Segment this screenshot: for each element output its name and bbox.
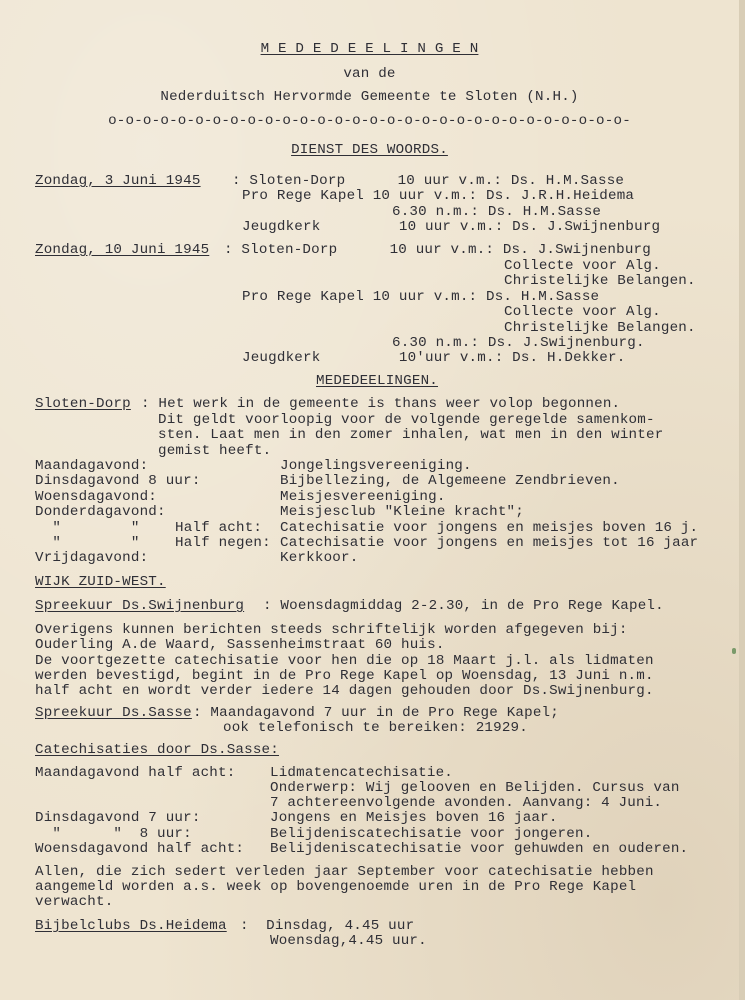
spreekuur-swijnenburg-label: Spreekuur Ds.Swijnenburg (35, 598, 245, 614)
catechisatie-activity: 7 achtereenvolgende avonden. Aanvang: 4 Juni. (270, 795, 663, 811)
spreekuur-text: : Maandagavond 7 uur in de Pro Rege Kapel; (193, 705, 559, 721)
catechisatie-activity: Lidmatencatechisatie. (270, 765, 453, 781)
spreekuur-text: ook telefonisch te bereiken: 21929. (223, 720, 528, 736)
schedule-time: Half acht: (175, 520, 263, 536)
collecte-note: Christelijke Belangen. (504, 273, 696, 289)
schedule-activity: Catechisatie voor jongens en meisjes boven 16 j. (280, 520, 699, 536)
paragraph-line: sten. Laat men in den zomer inhalen, wat men in den winter (158, 427, 664, 443)
paragraph-line: aangemeld worden a.s. week op bovengenoemde uren in de Pro Rege Kapel (35, 879, 637, 895)
paragraph-line: werden bevestigd, begint in de Pro Rege Kapel op Woensdag, 13 Juni n.m. (35, 668, 654, 684)
service-date-10-juni: Zondag, 10 Juni 1945 (35, 242, 210, 258)
paragraph-line: half acht en wordt verder iedere 14 dagen gehouden door Ds.Swijnenburg. (35, 683, 654, 699)
service-row: 6.30 n.m.: Ds. H.M.Sasse (392, 204, 602, 220)
schedule-activity: Meisjesvereeniging. (280, 489, 446, 505)
catechisatie-activity: Onderwerp: Wij gelooven en Belijden. Cursus van (270, 780, 680, 796)
paragraph-line: Dit geldt voorloopig voor de volgende geregelde samenkom- (158, 412, 655, 428)
catechisatie-day: Dinsdagavond 7 uur: (35, 810, 201, 826)
sloten-dorp-label: Sloten-Dorp (35, 396, 131, 412)
schedule-activity: Kerkkoor. (280, 550, 359, 566)
paragraph-line: Overigens kunnen berichten steeds schriftelijk worden afgegeven bij: (35, 622, 628, 638)
separator-line: o-o-o-o-o-o-o-o-o-o-o-o-o-o-o-o-o-o-o-o-o-o-o-o-o-o-o-o-o-o- (108, 113, 631, 129)
catechisatie-activity: Belijdeniscatechisatie voor gehuwden en ouderen. (270, 841, 689, 857)
document-title: M E D E D E E L I N G E N (260, 41, 479, 57)
schedule-activity: Jongelingsvereeniging. (280, 458, 472, 474)
schedule-day: Maandagavond: (35, 458, 149, 474)
schedule-activity: Bijbellezing, de Algemeene Zendbrieven. (280, 473, 620, 489)
schedule-day: Woensdagavond: (35, 489, 157, 505)
paper-stain (732, 648, 736, 654)
service-row: 6.30 n.m.: Ds. J.Swijnenburg. (392, 335, 645, 351)
bijbelclubs-time: Woensdag,4.45 uur. (270, 933, 427, 949)
paragraph-line: verwacht. (35, 894, 114, 910)
catechisaties-heading: Catechisaties door Ds.Sasse: (35, 742, 279, 758)
dienst-heading: DIENST DES WOORDS. (291, 142, 448, 158)
congregation-name: Nederduitsch Hervormde Gemeente te Sloten (N.H.) (160, 89, 579, 105)
spreekuur-sasse-label: Spreekuur Ds.Sasse (35, 705, 192, 721)
schedule-day: " " (35, 520, 140, 536)
collecte-note: Collecte voor Alg. (504, 258, 661, 274)
spreekuur-text: : Woensdagmiddag 2-2.30, in de Pro Rege Kapel. (263, 598, 664, 614)
schedule-day: Donderdagavond: (35, 504, 166, 520)
schedule-activity: Meisjesclub "Kleine kracht"; (280, 504, 524, 520)
service-row: : Sloten-Dorp 10 uur v.m.: Ds. J.Swijnenburg (224, 242, 651, 258)
paragraph-line: De voortgezette catechisatie voor hen die op 18 Maart j.l. als lidmaten (35, 653, 654, 669)
bijbelclubs-label: Bijbelclubs Ds.Heidema (35, 918, 227, 934)
catechisatie-day: Maandagavond half acht: (35, 765, 236, 781)
schedule-day: " " (35, 535, 140, 551)
paragraph-line: Ouderling A.de Waard, Sassenheimstraat 60 huis. (35, 637, 445, 653)
paragraph-line: gemist heeft. (158, 443, 272, 459)
schedule-day: Vrijdagavond: (35, 550, 149, 566)
mededeelingen-heading: MEDEDEELINGEN. (316, 373, 438, 389)
service-row: Pro Rege Kapel 10 uur v.m.: Ds. J.R.H.Heidema (242, 188, 635, 204)
service-row: : Sloten-Dorp 10 uur v.m.: Ds. H.M.Sasse (232, 173, 625, 189)
paragraph-line: : Het werk in de gemeente is thans weer volop begonnen. (141, 396, 621, 412)
paragraph-line: Allen, die zich sedert verleden jaar September voor catechisatie hebben (35, 864, 654, 880)
schedule-activity: Catechisatie voor jongens en meisjes tot 16 jaar (280, 535, 699, 551)
service-row: Jeugdkerk 10'uur v.m.: Ds. H.Dekker. (242, 350, 626, 366)
service-row: Pro Rege Kapel 10 uur v.m.: Ds. H.M.Sasse (242, 289, 600, 305)
service-date-3-juni: Zondag, 3 Juni 1945 (35, 173, 201, 189)
bijbelclubs-time: : Dinsdag, 4.45 uur (240, 918, 415, 934)
schedule-day: Dinsdagavond 8 uur: (35, 473, 201, 489)
subtitle-van-de: van de (343, 66, 396, 82)
collecte-note: Collecte voor Alg. (504, 304, 661, 320)
service-row: Jeugdkerk 10 uur v.m.: Ds. J.Swijnenburg (242, 219, 661, 235)
catechisatie-day: " " 8 uur: (35, 826, 192, 842)
catechisatie-day: Woensdagavond half acht: (35, 841, 245, 857)
collecte-note: Christelijke Belangen. (504, 320, 696, 336)
wijk-heading: WIJK ZUID-WEST. (35, 574, 166, 590)
schedule-time: Half negen: (175, 535, 271, 551)
catechisatie-activity: Belijdeniscatechisatie voor jongeren. (270, 826, 593, 842)
catechisatie-activity: Jongens en Meisjes boven 16 jaar. (270, 810, 558, 826)
